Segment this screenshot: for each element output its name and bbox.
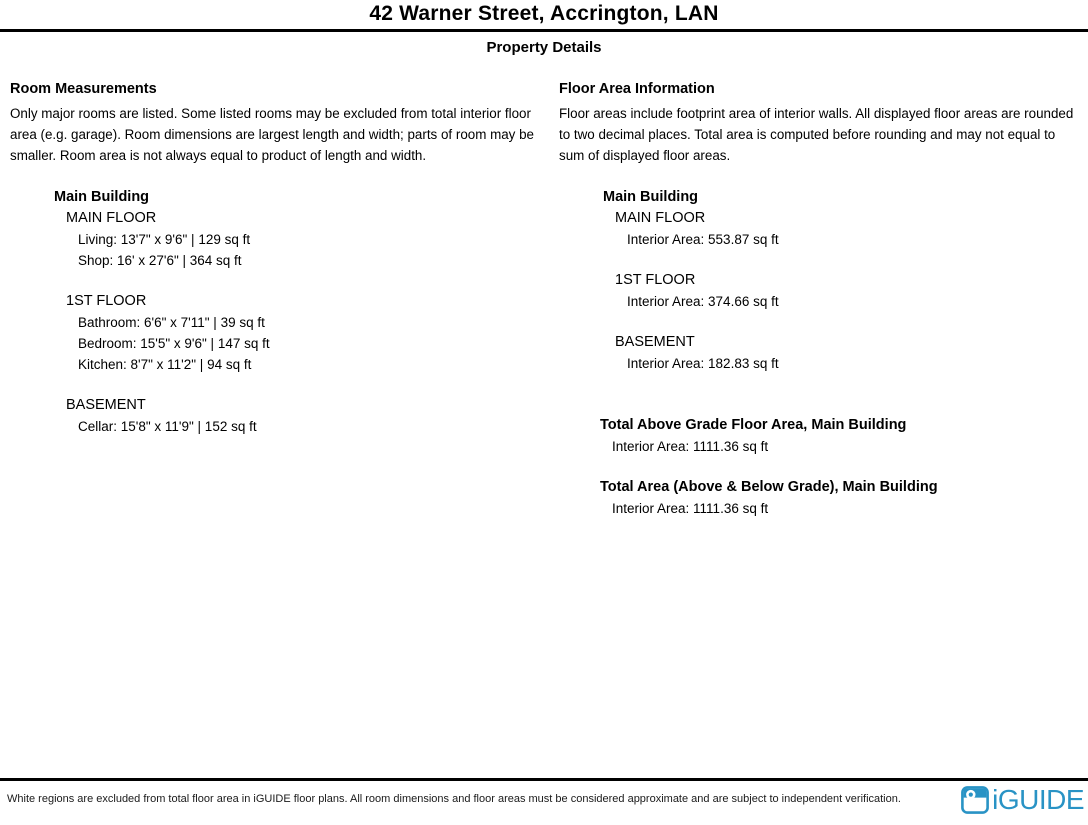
area-group-basement bbox=[559, 332, 1083, 374]
room-measurements-description: Only major rooms are listed. Some listed rooms may be excluded from total interior floor area (e.g. garage). Room dimensions are largest length and width; parts of room may be smaller. Room area is not always equal to product of length and width. bbox=[10, 106, 534, 163]
total-above-below-grade bbox=[559, 477, 1083, 519]
interior-area-line: Interior Area: 374.66 sq ft bbox=[627, 294, 779, 309]
footer-divider bbox=[0, 778, 1088, 781]
room-measurements-section bbox=[10, 80, 538, 437]
room-line: Bathroom: 6'6" x 7'11" | 39 sq ft bbox=[78, 315, 265, 330]
header-divider bbox=[0, 29, 1088, 32]
page-title: 42 Warner Street, Accrington, LAN bbox=[369, 2, 719, 25]
floor-name: 1ST FLOOR bbox=[66, 293, 147, 309]
room-line: Bedroom: 15'5" x 9'6" | 147 sq ft bbox=[78, 336, 270, 351]
totals-block bbox=[559, 415, 1083, 519]
floor-group-basement bbox=[10, 395, 538, 437]
total-area-line: Interior Area: 1111.36 sq ft bbox=[612, 439, 769, 454]
floor-area-heading: Floor Area Information bbox=[559, 81, 715, 97]
interior-area-line: Interior Area: 182.83 sq ft bbox=[627, 356, 779, 371]
floor-area-description: Floor areas include footprint area of interior walls. All displayed floor areas are rounded to two decimal places. Total area is computed before rounding and may not equal to sum of displayed floor areas. bbox=[559, 106, 1074, 163]
floor-area-building bbox=[559, 187, 1083, 519]
floor-name: BASEMENT bbox=[615, 334, 695, 350]
floor-area-section bbox=[559, 80, 1083, 519]
area-group-main-floor bbox=[559, 208, 1083, 250]
total-area-line: Interior Area: 1111.36 sq ft bbox=[612, 501, 769, 516]
area-group-1st-floor bbox=[559, 270, 1083, 312]
building-name: Main Building bbox=[603, 189, 699, 205]
room-measurements-heading: Room Measurements bbox=[10, 81, 157, 97]
page-subtitle: Property Details bbox=[486, 39, 602, 56]
total-label: Total Above Grade Floor Area, Main Building bbox=[600, 417, 907, 433]
floor-group-1st-floor bbox=[10, 291, 538, 375]
floor-group-main-floor bbox=[10, 208, 538, 271]
room-line: Shop: 16' x 27'6" | 364 sq ft bbox=[78, 253, 242, 268]
iguide-camera-icon bbox=[961, 786, 989, 814]
room-line: Cellar: 15'8" x 11'9" | 152 sq ft bbox=[78, 419, 257, 434]
room-line: Living: 13'7" x 9'6" | 129 sq ft bbox=[78, 232, 251, 247]
iguide-logo-text: iGUIDE bbox=[992, 784, 1084, 815]
room-line: Kitchen: 8'7" x 11'2" | 94 sq ft bbox=[78, 357, 252, 372]
total-above-grade bbox=[559, 415, 1083, 457]
interior-area-line: Interior Area: 553.87 sq ft bbox=[627, 232, 779, 247]
total-label: Total Area (Above & Below Grade), Main Building bbox=[600, 479, 938, 495]
floor-name: 1ST FLOOR bbox=[615, 272, 696, 288]
floor-name: BASEMENT bbox=[66, 397, 146, 413]
floor-name: MAIN FLOOR bbox=[66, 210, 157, 226]
iguide-logo bbox=[961, 786, 1084, 814]
footer-disclaimer: White regions are excluded from total floor area in iGUIDE floor plans. All room dimensions and floor areas must be considered approximate and are subject to independent verification. bbox=[7, 793, 901, 805]
building-name: Main Building bbox=[54, 189, 150, 205]
room-measurements-building bbox=[10, 187, 538, 437]
floor-name: MAIN FLOOR bbox=[615, 210, 706, 226]
